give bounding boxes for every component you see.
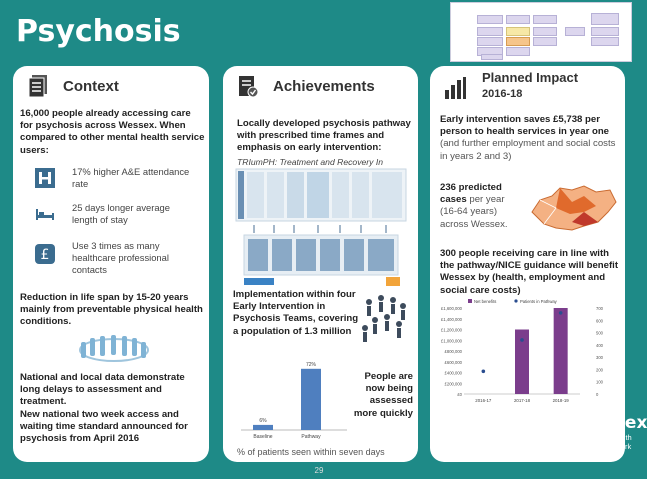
wessex-logo-mark	[547, 413, 573, 441]
chart-data-label: 72%	[305, 361, 317, 368]
chart-left-tick-label: £1,600,000	[441, 306, 462, 311]
achievements-heading: Achievements	[273, 78, 375, 95]
chart-left-tick-label: £200,000	[444, 381, 462, 387]
planned-impact-panel	[430, 66, 625, 462]
context-header	[13, 66, 209, 106]
context-panel	[13, 66, 209, 462]
pound-icon	[35, 244, 55, 264]
circle-of-people-image	[75, 332, 153, 364]
planned-impact-header	[430, 66, 625, 110]
chart-right-tick-label: 0	[596, 392, 599, 397]
chart-right-tick-label: 200	[596, 367, 603, 373]
wessex-map-image	[526, 182, 620, 234]
stat-length-of-stay: 25 days longer average length of stay	[72, 202, 170, 225]
chart-right-tick-label: 400	[596, 342, 603, 348]
context-heading: Context	[63, 78, 119, 95]
chart-tick-label: Baseline	[253, 434, 273, 440]
planned-impact-period: 2016-18	[482, 88, 523, 100]
chart-bar	[301, 369, 321, 430]
context-standard: New national two week access and waiting time standard announced for psychosis from April 2016	[20, 409, 188, 445]
hospital-icon	[35, 168, 55, 188]
logo-name: Wessex	[575, 413, 647, 433]
crowd-icon	[359, 292, 411, 344]
pathway-description: Locally developed psychosis pathway with prescribed time frames and emphasis on early intervention:	[237, 118, 411, 154]
bed-icon	[35, 204, 55, 224]
predicted-cases-text	[440, 182, 522, 231]
bar-chart-icon	[444, 76, 466, 100]
chart-point	[520, 338, 524, 342]
predicted-cases-rest: per year (16-64 years) across Wessex.	[440, 194, 508, 230]
savings-rest: (and further employment and social costs in years 2 and 3)	[440, 138, 616, 162]
assessment-bar-chart	[235, 350, 351, 446]
assessed-quickly-text: People are now being assessed more quickly	[353, 371, 413, 419]
planned-impact-heading: Planned Impact	[482, 70, 579, 85]
chart-bar	[253, 425, 273, 430]
context-intro: 16,000 people already accessing care for psychosis across Wessex. When compared to other mental health service users:	[20, 108, 205, 156]
chart-data-label: 6%	[259, 417, 267, 424]
care-pathway-text: 300 people receiving care in line with the pathway/NICE guidance will benefit Wessex by (health, employment and social care costs)	[440, 248, 619, 296]
bar-chart-caption: % of patients seen within seven days	[237, 447, 385, 457]
stat-professional-contacts: Use 3 times as many healthcare professional contacts	[72, 240, 169, 275]
chart-left-tick-label: £1,000,000	[441, 338, 462, 344]
chart-tick-label: 2017-18	[513, 398, 531, 403]
wessex-logo	[547, 413, 647, 473]
chart-left-tick-label: £800,000	[444, 349, 462, 354]
chart-left-tick-label: £1,400,000	[441, 316, 462, 322]
chart-right-tick-label: 500	[596, 330, 603, 336]
pathway-diagram-thumbnail	[450, 2, 632, 62]
net-benefits-chart	[430, 298, 625, 410]
triumph-label: TRIumPH: Treatment and Recovery In	[237, 157, 383, 167]
triumph-pathway-diagram	[236, 169, 406, 287]
stat-ae-attendance: 17% higher A&E attendance rate	[72, 166, 190, 189]
legend-label: Net benefits	[474, 299, 497, 304]
chart-left-tick-label: £400,000	[444, 370, 462, 376]
logo-subtitle: Academic Health Science Network	[575, 433, 632, 451]
context-reduction: Reduction in life span by 15-20 years mainly from preventable physical health conditions.	[20, 292, 203, 328]
chart-point	[482, 369, 486, 373]
document-icon	[27, 74, 49, 98]
chart-right-tick-label: 700	[596, 306, 603, 311]
eip-implementation-text: Implementation within four Early Intervention in Psychosis Teams, covering a population of 1.3 million	[233, 289, 359, 337]
legend-marker	[514, 299, 517, 302]
chart-point	[559, 311, 563, 315]
slide-title: Psychosis	[16, 14, 181, 49]
legend-label: Patients in Pathway	[520, 299, 557, 304]
chart-left-tick-label: £600,000	[444, 359, 462, 365]
achievements-header	[223, 66, 418, 106]
chart-tick-label: 2018-19	[552, 398, 569, 403]
legend-swatch	[468, 299, 472, 303]
chart-bar	[554, 308, 568, 394]
chart-tick-label: Pathway	[301, 434, 321, 440]
predicted-cases-bold: 236 predicted cases	[440, 182, 502, 206]
chart-left-tick-label: £1,200,000	[441, 327, 462, 333]
page-number: 29	[314, 466, 324, 475]
savings-bold: Early intervention saves £5,738 per person to health services in year one	[440, 114, 610, 138]
chart-right-tick-label: 100	[596, 379, 603, 385]
achievements-panel	[223, 66, 418, 462]
chart-right-tick-label: 600	[596, 318, 603, 324]
chart-tick-label: 2016-17	[475, 398, 492, 403]
chart-left-tick-label: £0	[457, 392, 462, 397]
chart-right-tick-label: 300	[596, 355, 603, 361]
context-delays: National and local data demonstrate long delays to assessment and treatment.	[20, 372, 185, 408]
savings-text	[440, 114, 620, 163]
checklist-icon	[237, 74, 259, 98]
svg-text:£: £	[40, 247, 50, 263]
